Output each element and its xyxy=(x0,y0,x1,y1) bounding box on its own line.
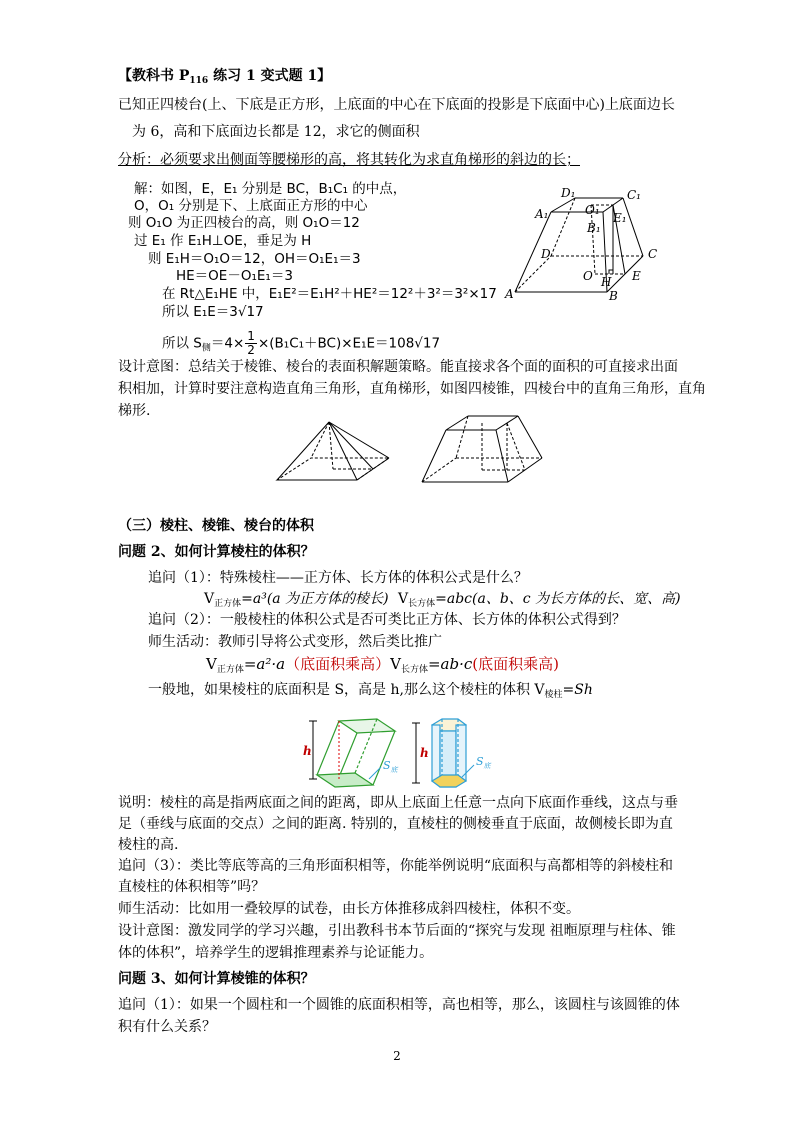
solution-line-4: 过 E₁ 作 E₁H⊥OE，垂足为 H xyxy=(134,233,312,249)
design-intent-1-line-3: 梯形. xyxy=(118,403,151,419)
follow-up-4-line-2: 积有什么关系？ xyxy=(118,1019,216,1035)
label-B: B xyxy=(609,289,618,303)
label-A: A xyxy=(505,287,514,301)
label-B1: B₁ xyxy=(587,221,601,235)
follow-up-3-line-1: 追问（3）：类比等底等高的三角形面积相等，你能举例说明“底面积与高都相等的斜棱柱和 xyxy=(118,858,674,874)
cube-volume-formula: $V_{正方体}=a^3(a$ 为正方体的棱长) xyxy=(204,591,389,609)
solution-line-6: HE＝OE－O₁E₁＝3 xyxy=(176,268,293,284)
question-3-heading: 问题 3、如何计算棱锥的体积？ xyxy=(118,971,315,987)
label-C1: C₁ xyxy=(627,188,641,202)
question-2-heading: 问题 2、如何计算棱柱的体积？ xyxy=(118,544,315,560)
prism-base-label-1: $S_底$ xyxy=(383,759,398,774)
solution-line-2: O，O₁ 分别是下、上底面正方形的中心 xyxy=(134,198,368,214)
label-O1: O₁ xyxy=(585,203,600,217)
oblique-prism-figure xyxy=(303,715,413,787)
solution-line-3: 则 O₁O 为正四棱台的高，则 O₁O＝12 xyxy=(128,215,360,231)
label-D1: D₁ xyxy=(561,186,576,200)
solution-line-8: 所以 E₁E＝3√17 xyxy=(162,304,264,320)
problem-line-1: 已知正四棱台(上、下底是正方形，上底面的中心在下底面的投影是下底面中心)上底面边长 xyxy=(118,97,675,113)
follow-up-3-line-2: 直棱柱的体积相等”吗？ xyxy=(118,879,266,895)
explanation-line-3: 棱柱的高. xyxy=(118,837,179,853)
explanation-line-2: 足（垂线与底面的交点）之间的距离. 特别的，直棱柱的侧棱垂直于底面，故侧棱长即为直 xyxy=(118,816,673,832)
teacher-activity-1: 师生活动：教师引导将公式变形，然后类比推广 xyxy=(148,634,442,650)
page-number: 2 xyxy=(393,1049,401,1063)
solution-line-7: 在 Rt△E₁HE 中，E₁E²＝E₁H²＋HE²＝12²＋3²＝3²×17 xyxy=(162,286,497,302)
problem-line-2: 为 6，高和下底面边长都是 12，求它的侧面积 xyxy=(132,124,420,140)
exercise-header: 【教科书 $P_{116}$ 练习 1 变式题 1】 xyxy=(118,68,332,86)
design-intent-2-line-1: 设计意图：激发同学的学习兴趣，引出教科书本节后面的“探究与发现 祖暅原理与柱体、锥 xyxy=(118,923,676,939)
follow-up-1: 追问（1）：特殊棱柱——正方体、长方体的体积公式是什么？ xyxy=(148,570,528,586)
design-intent-1-line-2: 积相加，计算时要注意构造直角三角形，直角梯形，如图四棱锥，四棱台中的直角三角形，直角 xyxy=(118,381,706,397)
label-D: D xyxy=(541,247,551,261)
section-3-heading: （三）棱柱、棱锥、棱台的体积 xyxy=(118,518,314,534)
explanation-line-1: 说明：棱柱的高是指两底面之间的距离，即从上底面上任意一点向下底面作垂线，这点与垂 xyxy=(118,795,678,811)
label-E1: E₁ xyxy=(613,211,627,225)
frustum-figure-2 xyxy=(420,410,545,490)
frustum-figure xyxy=(505,186,665,301)
prism-base-label-2: $S_底$ xyxy=(476,755,491,770)
follow-up-2: 追问（2）：一般棱柱的体积公式是否可类比正方体、长方体的体积公式得到？ xyxy=(148,612,626,628)
solution-line-5: 则 E₁H＝O₁O＝12，OH＝O₁E₁＝3 xyxy=(148,251,361,267)
analysis-text: 分析：必须要求出侧面等腰梯形的高，将其转化为求直角梯形的斜边的长； xyxy=(118,152,580,168)
cuboid-volume-formula: $V_{长方体}=abc(a$、b、c 为长方体的长、宽、高) xyxy=(398,591,681,609)
label-O: O xyxy=(583,269,593,283)
label-H: H xyxy=(601,275,612,289)
prism-height-label-1: h xyxy=(303,744,312,758)
label-A1: A₁ xyxy=(535,207,549,221)
design-intent-2-line-2: 体的体积”，培养学生的逻辑推理素养与论证能力。 xyxy=(118,945,434,961)
label-E: E xyxy=(632,269,641,283)
general-prism-volume: 一般地，如果棱柱的底面积是 S，高是 h,那么这个棱柱的体积 $V_{棱柱}=Sh$ xyxy=(148,682,593,700)
solution-line-1: 解：如图，E，E₁ 分别是 BC，B₁C₁ 的中点， xyxy=(134,181,407,197)
right-prism-figure xyxy=(410,715,530,787)
solution-line-9: 所以 $S_侧=4\times$ $\frac{1}{2}$ ×(B₁C₁＋BC)×E₁E＝108√17 xyxy=(162,329,441,357)
pyramid-figure xyxy=(275,418,395,488)
label-C: C xyxy=(648,247,658,261)
follow-up-4-line-1: 追问（1）：如果一个圆柱和一个圆锥的底面积相等，高也相等，那么，该圆柱与该圆锥的体 xyxy=(118,997,680,1013)
prism-height-label-2: h xyxy=(420,746,429,760)
volume-formula-analogy: $V_{正方体}=a^2\cdot a$（底面积乘高）$V_{长方体}=ab\cdot c$(底面积乘高) xyxy=(206,655,559,675)
teacher-activity-2: 师生活动：比如用一叠较厚的试卷，由长方体推移成斜四棱柱，体积不变。 xyxy=(118,901,580,917)
design-intent-1-line-1: 设计意图：总结关于棱锥、棱台的表面积解题策略。能直接求各个面的面积的可直接求出面 xyxy=(118,359,678,375)
